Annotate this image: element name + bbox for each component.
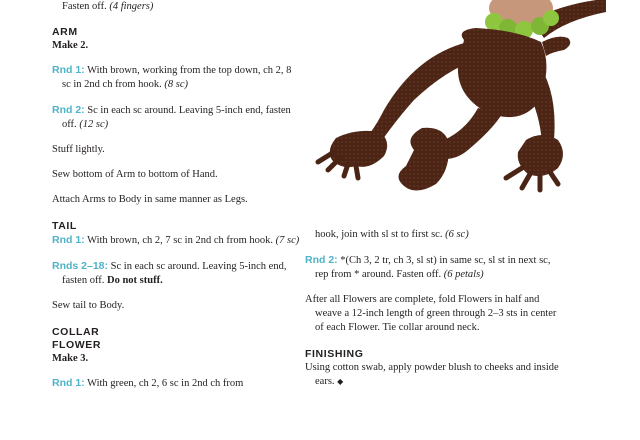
flower-rnd1: Rnd 1: With green, ch 2, 6 sc in 2nd ch from	[52, 377, 244, 389]
flower-rnd2: Rnd 2: *(Ch 3, 2 tr, ch 3, sl st) in same sc, sl st in next sc, rep from * around. Fasten off. (6 petals)	[305, 254, 551, 280]
arm-attach: Attach Arms to Body in same manner as Legs.	[52, 194, 248, 205]
crochet-monkey-photo	[296, 0, 606, 210]
arm-make: Make 2.	[52, 40, 89, 51]
flower-make: Make 3.	[52, 353, 89, 364]
monkey-tail	[542, 37, 570, 56]
tail-heading: TAIL	[52, 220, 77, 232]
tail-sew: Sew tail to Body.	[52, 300, 125, 311]
arm-sew: Sew bottom of Arm to bottom of Hand.	[52, 169, 218, 180]
tail-rnds-2-18: Rnds 2–18: Sc in each sc around. Leaving 5-inch end, fasten off. Do not stuff.	[52, 260, 287, 286]
arm-stuff: Stuff lightly.	[52, 144, 105, 155]
arm-rnd1: Rnd 1: With brown, working from the top down, ch 2, 8 sc in 2nd ch from hook. (8 sc)	[52, 64, 292, 90]
tail-rnd1: Rnd 1: With brown, ch 2, 7 sc in 2nd ch from hook. (7 sc)	[52, 234, 300, 246]
monkey-foot	[398, 128, 448, 191]
end-mark-icon: ◆	[337, 377, 344, 386]
arm-rnd2: Rnd 2: Sc in each sc around. Leaving 5-inch end, fasten off. (12 sc)	[52, 104, 291, 130]
flower-rnd1-continued: hook, join with sl st to first sc. (6 sc)	[315, 229, 469, 240]
flower-subheading: FLOWER	[52, 339, 102, 351]
right-column	[305, 228, 560, 400]
monkey-right-hand	[518, 135, 563, 176]
fasten-off-line: Fasten off. (4 fingers)	[62, 1, 154, 12]
collar-assembly: After all Flowers are complete, fold Flowers in half and weave a 12-inch length of green through 2–3 sts in center of each Flower. Tie collar around neck.	[305, 294, 557, 333]
finishing-text: Using cotton swab, apply powder blush to cheeks and inside ears. ◆	[305, 362, 559, 387]
collar-heading: COLLAR	[52, 326, 100, 338]
arm-heading: ARM	[52, 26, 78, 38]
finishing-heading: FINISHING	[305, 348, 364, 360]
left-column	[52, 0, 302, 402]
